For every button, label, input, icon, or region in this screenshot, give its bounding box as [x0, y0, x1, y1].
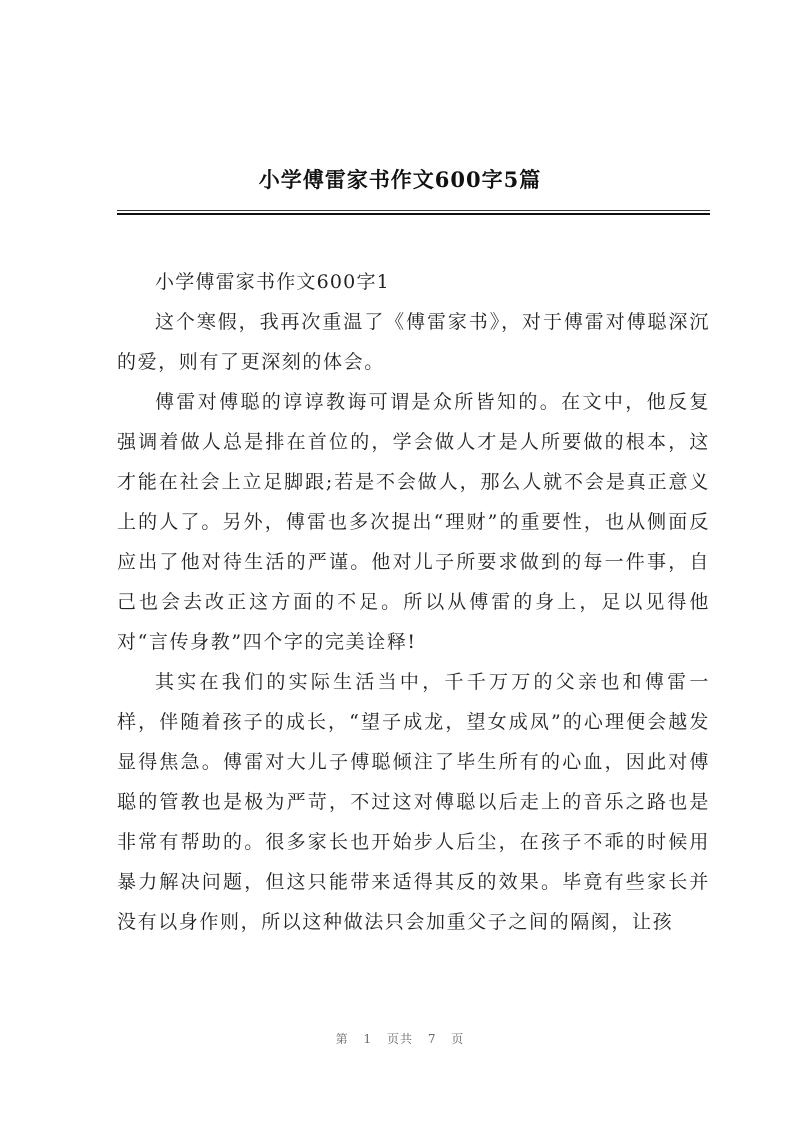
footer-prefix: 第	[335, 1032, 349, 1046]
footer-middle: 页共	[386, 1032, 413, 1046]
title-divider	[117, 210, 710, 215]
body-paragraph: 其实在我们的实际生活当中，千千万万的父亲也和傅雷一样，伴随着孩子的成长，“望子成龙，望女成凤”的心理便会越发显得焦急。傅雷对大儿子傅聪倾注了毕生所有的心血，因此对傅聪的管教也是极为严苛，不过这对傅聪以后走上的音乐之路也是非常有帮助的。很多家长也开始步人后尘，在孩子不乖的时候用暴力解决问题，但这只能带来适得其反的效果。毕竟有些家长并没有以身作则，所以这种做法只会加重父子之间的隔阂，让孩	[117, 671, 710, 933]
document-body	[117, 262, 710, 942]
section-heading: 小学傅雷家书作文600字1	[155, 271, 390, 293]
page-footer	[0, 1030, 800, 1047]
footer-suffix: 页	[451, 1032, 465, 1046]
body-paragraph: 这个寒假，我再次重温了《傅雷家书》，对于傅雷对傅聪深沉的爱，则有了更深刻的体会。	[117, 311, 710, 373]
footer-page-number: 1	[363, 1032, 373, 1046]
footer-total-pages: 7	[427, 1032, 437, 1046]
document-title: 小学傅雷家书作文600字5篇	[258, 167, 542, 192]
body-paragraph: 傅雷对傅聪的谆谆教诲可谓是众所皆知的。在文中，他反复强调着做人总是排在首位的，学会做人才是人所要做的根本，这才能在社会上立足脚跟;若是不会做人，那么人就不会是真正意义上的人了。另外，傅雷也多次提出“理财”的重要性，也从侧面反应出了他对待生活的严谨。他对儿子所要求做到的每一件事，自己也会去改正这方面的不足。所以从傅雷的身上，足以见得他对“言传身教”四个字的完美诠释!	[117, 391, 710, 653]
